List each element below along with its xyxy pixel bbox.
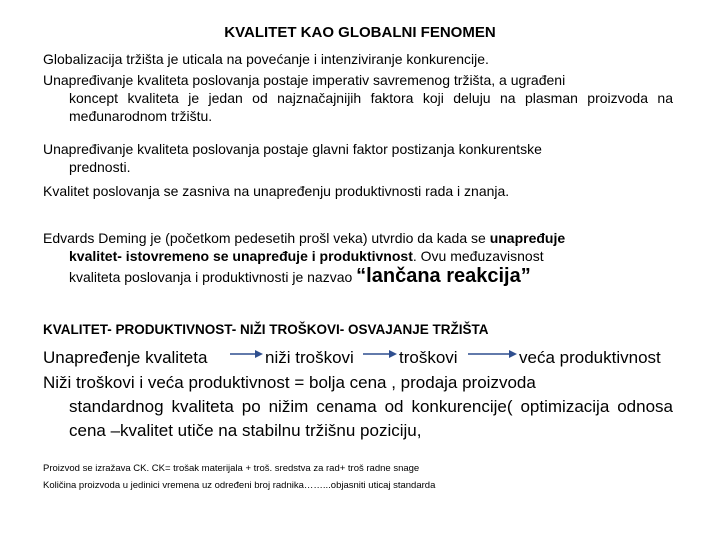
arrow-icon-2 xyxy=(363,350,397,358)
slide-title: KVALITET KAO GLOBALNI FENOMEN xyxy=(224,24,496,41)
deming-line-3-text: kvaliteta poslovanja i produktivnosti je nazvao xyxy=(69,269,357,285)
result-paragraph xyxy=(43,371,673,443)
causal-chain xyxy=(43,346,673,370)
intro-text-3-rest: prednosti. xyxy=(69,159,131,175)
lancana-reakcija: “lančana reakcija” xyxy=(356,265,531,287)
intro-paragraph-3 xyxy=(43,140,673,176)
arrow-icon-1 xyxy=(230,350,263,358)
result-text-first: Niži troškovi i veća produktivnost xyxy=(43,373,295,392)
deming-line-2-bold: kvalitet- istovremeno se unapređuje i produktivnost xyxy=(69,248,413,264)
intro-text-1: Globalizacija tržišta je uticala na povećanje i intenziviranje konkurencije. xyxy=(43,51,489,67)
intro-paragraph-1 xyxy=(43,50,673,68)
result-text-rest: standardnog kvaliteta po nižim cenama od konkurencije( optimizacija odnosa cena –kvalitet utiče na stabilnu tržišnu poziciju, xyxy=(69,397,673,440)
chain-arrows xyxy=(43,346,673,370)
intro-text-3-first: Unapređivanje kvaliteta poslovanja postaje glavni faktor postizanja konkurentske xyxy=(43,141,542,157)
chain-item-2: niži troškovi xyxy=(265,348,354,367)
chain-item-1: Unapređenje kvaliteta xyxy=(43,348,208,367)
deming-line-1-bold: unapređuje xyxy=(489,230,566,246)
chain-item-4: veća produktivnost xyxy=(519,348,661,367)
intro-paragraph-2 xyxy=(43,71,673,125)
deming-line-1 xyxy=(43,229,673,247)
equals-sign: = xyxy=(294,373,305,392)
deming-line-1-text: Edvards Deming je (početkom pedesetih prošl veka) utvrdio da kada se xyxy=(43,230,490,246)
note-1: Proizvod se izražava CK. CK= trošak materijala + troš. sredstva za rad+ troš radne snage xyxy=(43,463,420,474)
intro-paragraph-4 xyxy=(43,182,673,200)
arrow-icon-3 xyxy=(468,350,517,358)
intro-text-2-rest: koncept kvaliteta je jedan od najznačajnijih faktora koji deluju na plasman proizvoda na međunarodnom tržištu. xyxy=(69,90,673,124)
deming-line-2-text: . Ovu međuzavisnost xyxy=(412,248,544,264)
intro-text-4: Kvalitet poslovanja se zasniva na unapređenju produktivnosti rada i znanja. xyxy=(43,183,510,199)
deming-line-3 xyxy=(43,267,673,286)
deming-line-2 xyxy=(43,247,673,265)
result-text-first-b: bolja cena , prodaja proizvoda xyxy=(304,373,536,392)
section-subtitle: KVALITET- PRODUKTIVNOST- NIŽI TROŠKOVI- OSVAJANJE TRŽIŠTA xyxy=(43,322,489,337)
intro-text-2-first: Unapređivanje kvaliteta poslovanja postaje imperativ savremenog tržišta, a ugrađeni xyxy=(43,72,566,88)
chain-item-3: troškovi xyxy=(399,348,458,367)
note-2: Količina proizvoda u jedinici vremena uz određeni broj radnika……...objasniti uticaj standarda xyxy=(43,480,436,491)
deming-paragraph xyxy=(43,229,673,286)
